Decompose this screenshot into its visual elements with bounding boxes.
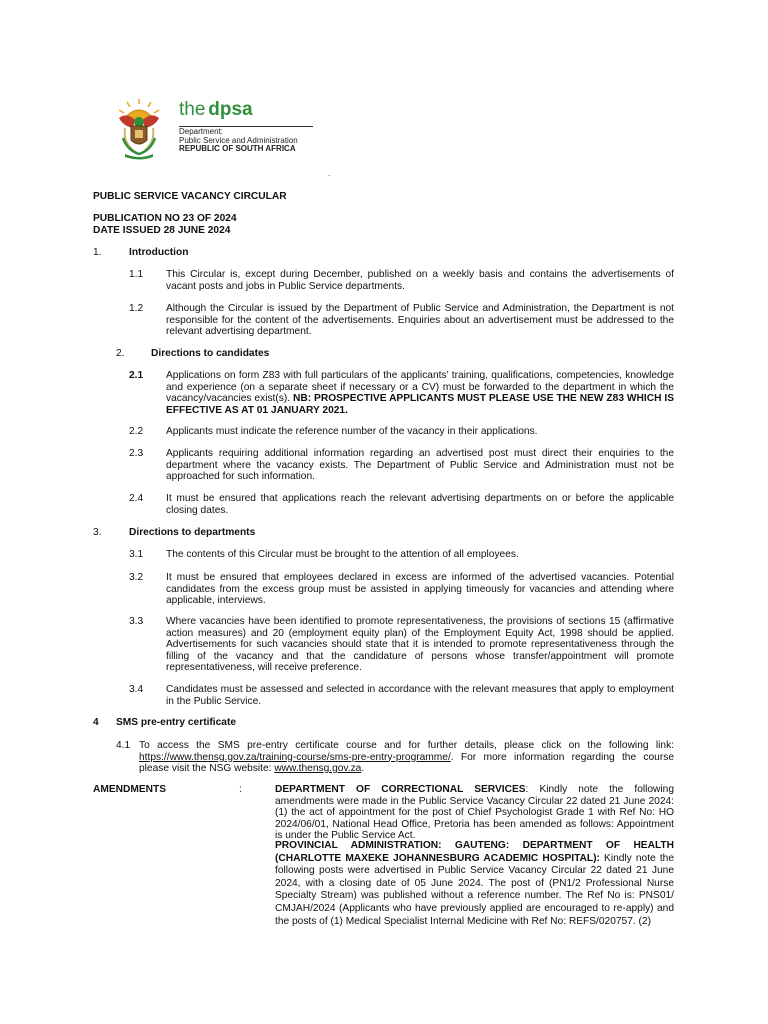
section-1-number: 1. bbox=[93, 247, 102, 258]
para-1-2-number: 1.2 bbox=[129, 303, 144, 314]
logo-dpsa: dpsa bbox=[208, 99, 253, 120]
amendments-colon: : bbox=[239, 784, 242, 795]
amendment-gauteng-health bbox=[275, 840, 674, 928]
para-3-1: The contents of this Circular must be brought to the attention of all employees. bbox=[166, 549, 519, 560]
para-1-1: This Circular is, except during December, published on a weekly basis and contains the advertisements of vacant posts and jobs in Public Service departments. bbox=[166, 269, 674, 292]
para-2-1-notice: NB: PROSPECTIVE APPLICANTS MUST PLEASE USE THE NEW Z83 WHICH IS EFFECTIVE AS AT 01 JANUARY 2021. bbox=[166, 393, 674, 416]
para-3-1-number: 3.1 bbox=[129, 549, 144, 560]
amendment-correctional-services bbox=[275, 784, 674, 842]
para-2-3: Applicants requiring additional information regarding an advertised post must direct their enquiries to the department where the vacancy exists. The Department of Public Service and Administration must not be approached for such information. bbox=[166, 448, 674, 482]
dpsa-logo-text bbox=[179, 99, 253, 120]
department-block bbox=[179, 128, 298, 154]
logo-the: the bbox=[179, 99, 206, 120]
amendments-label: AMENDMENTS bbox=[93, 784, 167, 795]
nsg-website-link[interactable]: www.thensg.gov.za bbox=[274, 763, 362, 774]
para-2-2: Applicants must indicate the reference number of the vacancy in their applications. bbox=[166, 426, 538, 437]
para-4-1-number: 4.1 bbox=[116, 740, 131, 751]
para-4-1-text-c: . bbox=[361, 763, 365, 774]
publication-number: PUBLICATION NO 23 OF 2024 bbox=[93, 213, 237, 224]
para-4-1 bbox=[139, 740, 674, 775]
para-3-2-number: 3.2 bbox=[129, 572, 144, 583]
section-1-title: Introduction bbox=[129, 247, 189, 258]
para-2-4-number: 2.4 bbox=[129, 493, 144, 504]
para-3-3-number: 3.3 bbox=[129, 616, 144, 627]
amendment-1-heading: DEPARTMENT OF CORRECTIONAL SERVICES bbox=[275, 784, 526, 795]
para-4-1-text-b: . For more information regarding the course please visit the NSG website: bbox=[139, 751, 674, 774]
section-3-title: Directions to departments bbox=[129, 527, 256, 538]
para-2-1-text: Applications on form Z83 with full particulars of the applicants’ training, qualifications, competencies, knowledge and experience (on a separate sheet if necessary or a CV) must be forwarded to the department in which the vacancy/vacancies exist(s). bbox=[166, 370, 674, 404]
dept-line-1: Department: bbox=[179, 127, 224, 136]
section-4-title: SMS pre-entry certificate bbox=[116, 717, 237, 728]
para-2-1-number: 2.1 bbox=[129, 370, 144, 381]
sms-pre-entry-link[interactable]: https://www.thensg.gov.za/training-course/sms-pre-entry-programme/ bbox=[139, 751, 451, 763]
para-2-3-number: 2.3 bbox=[129, 448, 144, 459]
para-3-2: It must be ensured that employees declared in excess are informed of the advertised vacancies. Potential candidates from the excess group must be assisted in applying timeously for vacancies and attending where applicable, interviews. bbox=[166, 572, 674, 606]
para-2-1 bbox=[166, 370, 674, 416]
dept-line-3: REPUBLIC OF SOUTH AFRICA bbox=[179, 144, 296, 153]
amendment-2-heading: PROVINCIAL ADMINISTRATION: GAUTENG: DEPARTMENT OF HEALTH (CHARLOTTE MAXEKE JOHANNESBURG ACADEMIC HOSPITAL): bbox=[275, 840, 674, 864]
amendment-1-text: : Kindly note the following amendments were made in the Public Service Vacancy Circular 22 dated 21 June 2024: (1) the act of appointment for the post of Chief Psychologist Grade 1 with Ref No: HO 2024/06/01, National Head Office, Pretoria has been amended as follows: Appointment is under the Public Service Act. bbox=[275, 784, 675, 841]
para-3-3: Where vacancies have been identified to promote representativeness, the provisions of sections 15 (affirmative action measures) and 20 (employment equity plan) of the Employment Equity Act, 1998 should be applied. Advertisements for such vacancies should state that it is intended to promote representativeness through the filling of the vacancy and that the candidature of persons whose transfer/appointment will promote representativeness, will receive preference. bbox=[166, 616, 674, 673]
amendment-2-text: Kindly note the following posts were advertised in Public Service Vacancy Circular 22 dated 21 June 2024, with a closing date of 05 June 2024. The post of (PN1/2 Professional Nurse Specialty Stream) was published without a reference number. The Ref No is: PNS01/ CMJAH/2024 (Applicants who have previously applied are encouraged to re-apply) and the posts of (1) Medical Specialist Internal Medicine with Ref No: REFS/020757. (2) bbox=[275, 852, 674, 927]
para-2-2-number: 2.2 bbox=[129, 426, 144, 437]
section-2-title: Directions to candidates bbox=[151, 348, 270, 359]
dept-line-2: Public Service and Administration bbox=[179, 135, 298, 145]
para-3-4-number: 3.4 bbox=[129, 684, 144, 695]
para-1-2: Although the Circular is issued by the Department of Public Service and Administration, the Department is not responsible for the content of the advertisements. Enquiries about an advertisement must be addressed to the relevant advertising department. bbox=[166, 303, 674, 337]
circular-title: PUBLIC SERVICE VACANCY CIRCULAR bbox=[93, 191, 287, 202]
para-4-1-text-a: To access the SMS pre-entry certificate course and for further details, please click on the following link: bbox=[139, 740, 674, 751]
stray-dot: . bbox=[328, 169, 331, 178]
para-2-4: It must be ensured that applications reach the relevant advertising departments on or before the applicable closing dates. bbox=[166, 493, 674, 516]
para-1-1-number: 1.1 bbox=[129, 269, 144, 280]
coat-of-arms-icon bbox=[113, 98, 165, 160]
date-issued: DATE ISSUED 28 JUNE 2024 bbox=[93, 225, 231, 236]
para-3-4: Candidates must be assessed and selected in accordance with the relevant measures that apply to employment in the Public Service. bbox=[166, 684, 674, 707]
section-4-number: 4 bbox=[93, 717, 99, 728]
section-2-number: 2. bbox=[116, 348, 125, 359]
section-3-number: 3. bbox=[93, 527, 102, 538]
